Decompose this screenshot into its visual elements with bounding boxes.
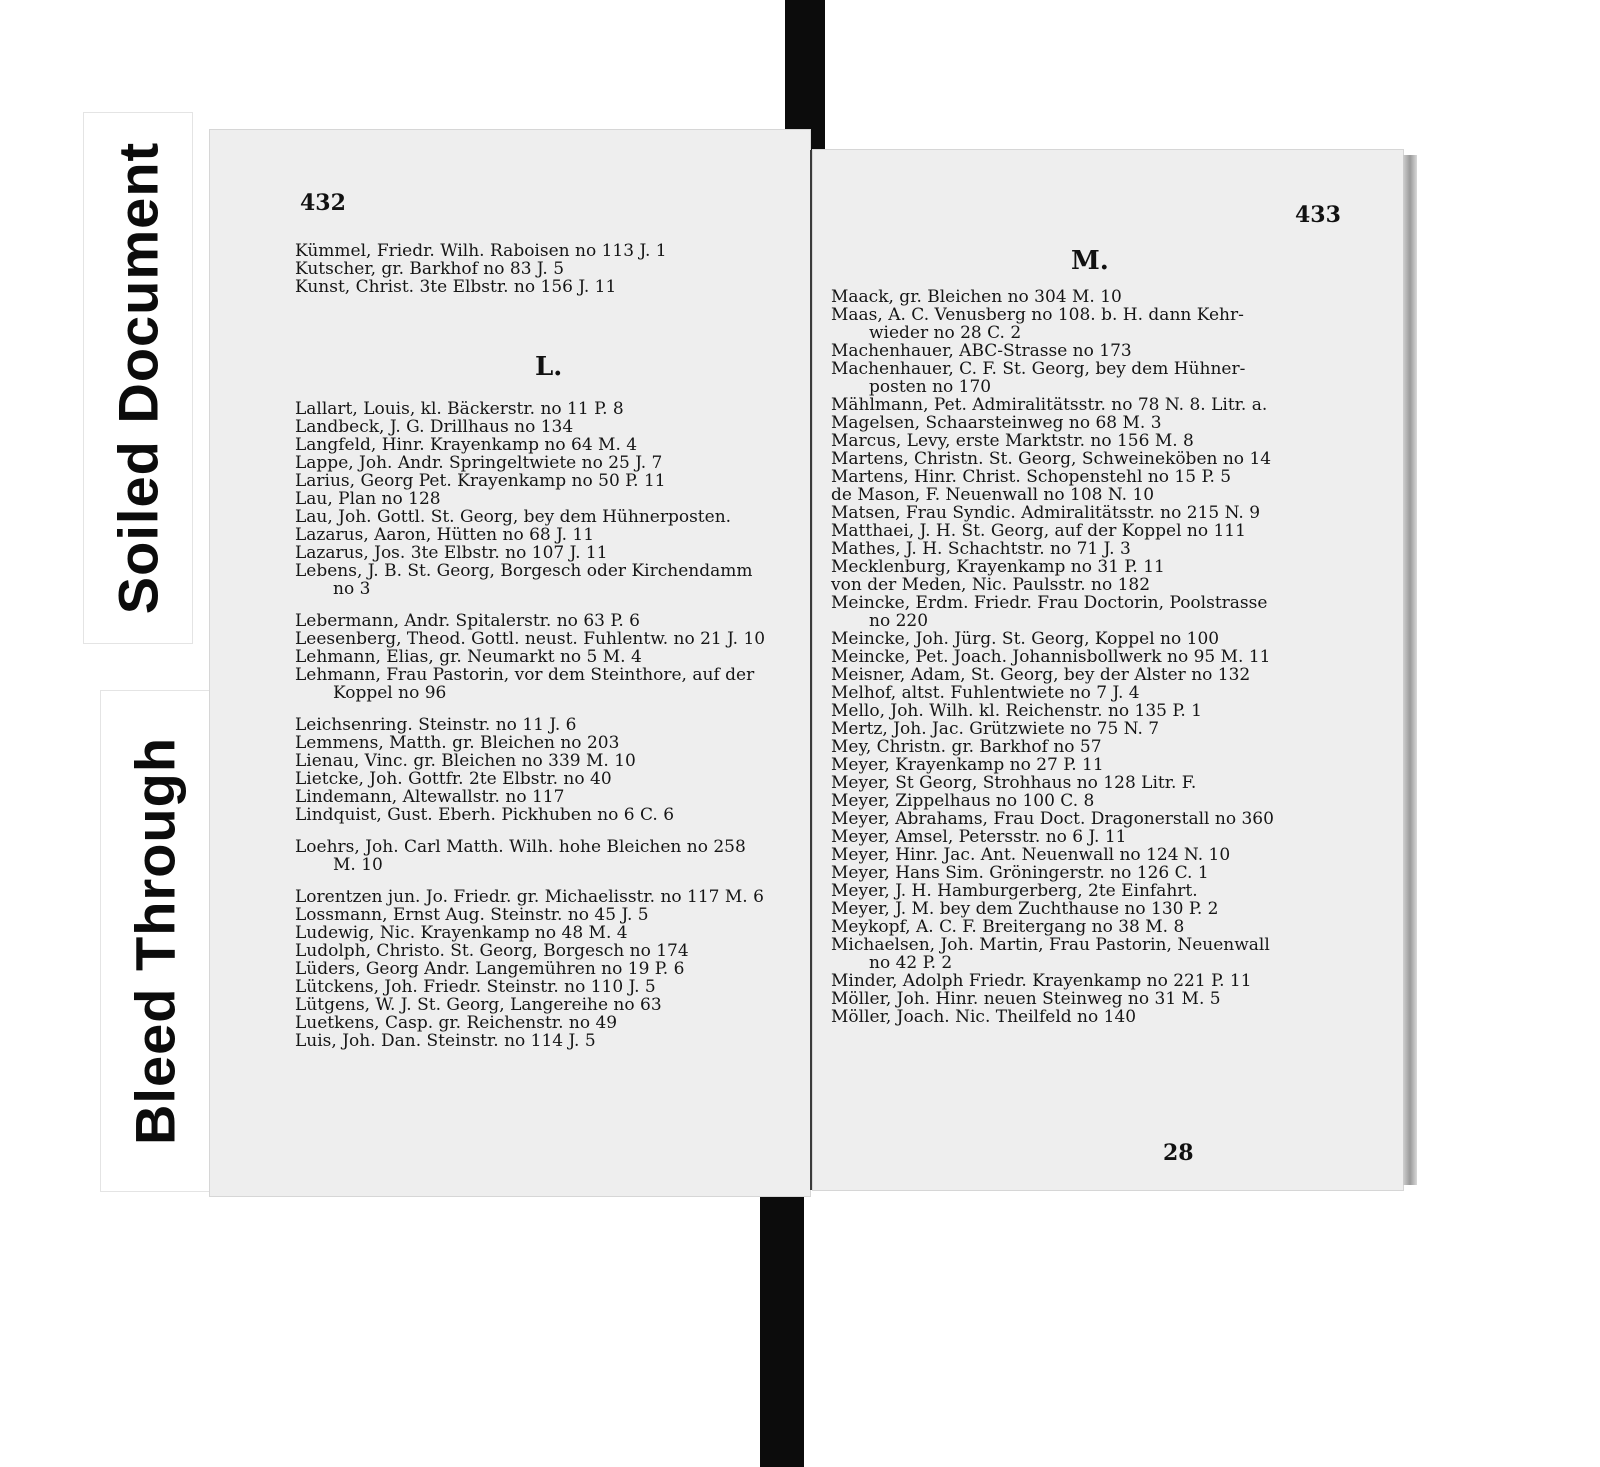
right-page-number: 433	[1295, 202, 1341, 228]
directory-entry: M. 10	[333, 855, 383, 875]
directory-entry: Lütckens, Joh. Friedr. Steinstr. no 110 J. 5	[295, 977, 656, 997]
directory-entry: Lindemann, Altewallstr. no 117	[295, 787, 565, 807]
directory-entry: Meisner, Adam, St. Georg, bey der Alster no 132	[831, 665, 1251, 685]
directory-entry: Lehmann, Frau Pastorin, vor dem Steinthore, auf der	[295, 665, 755, 685]
directory-entry: Mählmann, Pet. Admiralitätsstr. no 78 N. 8. Litr. a.	[831, 395, 1268, 415]
directory-entry: Lütgens, W. J. St. Georg, Langereihe no 63	[295, 995, 662, 1015]
directory-entry: wieder no 28 C. 2	[869, 323, 1022, 343]
directory-entry: Machenhauer, ABC-Strasse no 173	[831, 341, 1132, 361]
directory-entry: Mertz, Joh. Jac. Grützwiete no 75 N. 7	[831, 719, 1160, 739]
directory-entry: Koppel no 96	[333, 683, 447, 703]
directory-entry: Lebermann, Andr. Spitalerstr. no 63 P. 6	[295, 611, 640, 631]
directory-entry: Lorentzen jun. Jo. Friedr. gr. Michaelisstr. no 117 M. 6	[295, 887, 764, 907]
directory-entry: Meyer, Amsel, Petersstr. no 6 J. 11	[831, 827, 1127, 847]
directory-entry: Langfeld, Hinr. Krayenkamp no 64 M. 4	[295, 435, 638, 455]
directory-entry: de Mason, F. Neuenwall no 108 N. 10	[831, 485, 1155, 505]
directory-entry: Lehmann, Elias, gr. Neumarkt no 5 M. 4	[295, 647, 642, 667]
bleed-through-text: Bleed Through	[123, 736, 187, 1146]
directory-entry: Martens, Hinr. Christ. Schopenstehl no 15 P. 5	[831, 467, 1232, 487]
directory-entry: no 42 P. 2	[869, 953, 953, 973]
directory-entry: Lienau, Vinc. gr. Bleichen no 339 M. 10	[295, 751, 636, 771]
left-entries-top	[295, 242, 667, 296]
directory-entry: Maack, gr. Bleichen no 304 M. 10	[831, 287, 1122, 307]
directory-entry: Luis, Joh. Dan. Steinstr. no 114 J. 5	[295, 1031, 596, 1051]
directory-entry: Michaelsen, Joh. Martin, Frau Pastorin, Neuenwall	[831, 935, 1270, 955]
scan-bar-bottom	[760, 1190, 804, 1467]
directory-entry: Lazarus, Jos. 3te Elbstr. no 107 J. 11	[295, 543, 608, 563]
directory-entry: Lietcke, Joh. Gottfr. 2te Elbstr. no 40	[295, 769, 612, 789]
directory-entry: Lossmann, Ernst Aug. Steinstr. no 45 J. 5	[295, 905, 649, 925]
directory-entry: no 3	[333, 579, 371, 599]
directory-entry: Meykopf, A. C. F. Breitergang no 38 M. 8	[831, 917, 1185, 937]
directory-entry: Matsen, Frau Syndic. Admiralitätsstr. no 215 N. 9	[831, 503, 1261, 523]
soiled-document-label	[83, 112, 193, 644]
directory-entry: Kümmel, Friedr. Wilh. Raboisen no 113 J. 1	[295, 241, 667, 261]
directory-entry: Kutscher, gr. Barkhof no 83 J. 5	[295, 259, 565, 279]
directory-entry: Meyer, Hinr. Jac. Ant. Neuenwall no 124 N. 10	[831, 845, 1231, 865]
left-entries	[295, 400, 765, 1050]
directory-entry: Leesenberg, Theod. Gottl. neust. Fuhlentw. no 21 J. 10	[295, 629, 766, 649]
directory-entry: posten no 170	[869, 377, 992, 397]
directory-entry: Lebens, J. B. St. Georg, Borgesch oder Kirchendamm	[295, 561, 753, 581]
directory-entry: Meyer, J. M. bey dem Zuchthause no 130 P. 2	[831, 899, 1219, 919]
directory-entry: Mey, Christn. gr. Barkhof no 57	[831, 737, 1102, 757]
directory-entry: Lau, Plan no 128	[295, 489, 441, 509]
directory-entry: Ludolph, Christo. St. Georg, Borgesch no 174	[295, 941, 689, 961]
directory-entry: Magelsen, Schaarsteinweg no 68 M. 3	[831, 413, 1162, 433]
page-signature: 28	[1163, 1140, 1194, 1166]
right-page-edge	[1403, 155, 1417, 1185]
directory-entry: Melhof, altst. Fuhlentwiete no 7 J. 4	[831, 683, 1140, 703]
directory-entry: Meyer, J. H. Hamburgerberg, 2te Einfahrt.	[831, 881, 1198, 901]
directory-entry: Meincke, Joh. Jürg. St. Georg, Koppel no 100	[831, 629, 1220, 649]
directory-entry: Lau, Joh. Gottl. St. Georg, bey dem Hühnerposten.	[295, 507, 732, 527]
directory-entry: Maas, A. C. Venusberg no 108. b. H. dann Kehr-	[831, 305, 1244, 325]
directory-entry: Minder, Adolph Friedr. Krayenkamp no 221 P. 11	[831, 971, 1252, 991]
directory-entry: Meincke, Pet. Joach. Johannisbollwerk no 95 M. 11	[831, 647, 1271, 667]
directory-entry: Meyer, Abrahams, Frau Doct. Dragonerstall no 360	[831, 809, 1274, 829]
left-page-number: 432	[300, 190, 346, 216]
directory-entry: Landbeck, J. G. Drillhaus no 134	[295, 417, 574, 437]
directory-entry: Meincke, Erdm. Friedr. Frau Doctorin, Poolstrasse	[831, 593, 1268, 613]
directory-entry: Martens, Christn. St. Georg, Schweineköben no 14	[831, 449, 1272, 469]
directory-entry: Kunst, Christ. 3te Elbstr. no 156 J. 11	[295, 277, 617, 297]
directory-entry: Mecklenburg, Krayenkamp no 31 P. 11	[831, 557, 1165, 577]
directory-entry: Lüders, Georg Andr. Langemühren no 19 P. 6	[295, 959, 685, 979]
directory-entry: Möller, Joach. Nic. Theilfeld no 140	[831, 1007, 1137, 1027]
right-entries	[831, 288, 1274, 1026]
directory-entry: Loehrs, Joh. Carl Matth. Wilh. hohe Bleichen no 258	[295, 837, 746, 857]
right-page	[813, 150, 1403, 1190]
directory-entry: Lindquist, Gust. Eberh. Pickhuben no 6 C. 6	[295, 805, 675, 825]
directory-entry: Lazarus, Aaron, Hütten no 68 J. 11	[295, 525, 595, 545]
directory-entry: no 220	[869, 611, 929, 631]
directory-entry: Ludewig, Nic. Krayenkamp no 48 M. 4	[295, 923, 628, 943]
directory-entry: Machenhauer, C. F. St. Georg, bey dem Hühner-	[831, 359, 1246, 379]
directory-entry: Larius, Georg Pet. Krayenkamp no 50 P. 11	[295, 471, 666, 491]
directory-entry: Meyer, Zippelhaus no 100 C. 8	[831, 791, 1095, 811]
directory-entry: Lallart, Louis, kl. Bäckerstr. no 11 P. 8	[295, 399, 624, 419]
directory-entry: Lappe, Joh. Andr. Springeltwiete no 25 J. 7	[295, 453, 663, 473]
directory-entry: Matthaei, J. H. St. Georg, auf der Koppel no 111	[831, 521, 1246, 541]
left-section-letter: L.	[535, 352, 563, 382]
directory-entry: von der Meden, Nic. Paulsstr. no 182	[831, 575, 1151, 595]
directory-entry: Luetkens, Casp. gr. Reichenstr. no 49	[295, 1013, 618, 1033]
bleed-through-label	[100, 690, 210, 1192]
right-section-letter: M.	[1071, 246, 1109, 276]
directory-entry: Mathes, J. H. Schachtstr. no 71 J. 3	[831, 539, 1131, 559]
directory-entry: Möller, Joh. Hinr. neuen Steinweg no 31 M. 5	[831, 989, 1221, 1009]
directory-entry: Lemmens, Matth. gr. Bleichen no 203	[295, 733, 620, 753]
soiled-document-text: Soiled Document	[106, 141, 170, 615]
directory-entry: Marcus, Levy, erste Marktstr. no 156 M. 8	[831, 431, 1194, 451]
directory-entry: Meyer, St Georg, Strohhaus no 128 Litr. F.	[831, 773, 1197, 793]
directory-entry: Leichsenring. Steinstr. no 11 J. 6	[295, 715, 577, 735]
directory-entry: Meyer, Krayenkamp no 27 P. 11	[831, 755, 1104, 775]
left-page	[210, 130, 810, 1196]
directory-entry: Mello, Joh. Wilh. kl. Reichenstr. no 135 P. 1	[831, 701, 1202, 721]
directory-entry: Meyer, Hans Sim. Gröningerstr. no 126 C. 1	[831, 863, 1209, 883]
